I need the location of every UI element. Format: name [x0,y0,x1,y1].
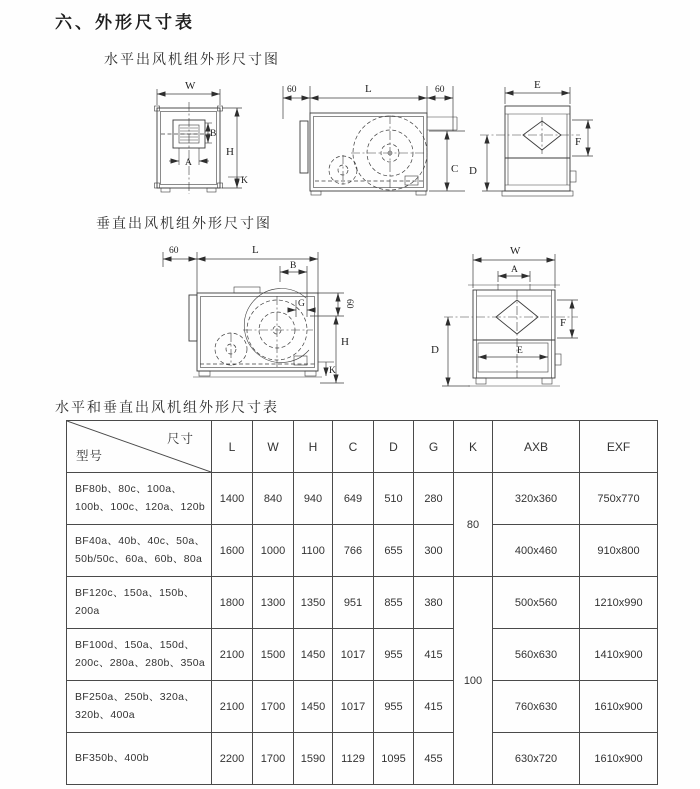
cell-l: 2100 [212,681,253,733]
cell-exf: 750x770 [580,473,658,525]
dim-k-label: K [241,176,248,186]
section-vertical-label: 垂直出风机组外形尺寸图 [96,217,272,232]
dim-l-label: L [365,83,372,95]
dim-a-label: A [511,265,518,275]
table-row [67,629,658,681]
col-header-w: W [253,421,294,473]
cell-d: 855 [374,577,414,629]
cell-l: 2200 [212,733,253,785]
dim-e-label: E [534,79,541,91]
front-view-vertical-drawing [420,238,600,400]
cell-c: 951 [333,577,374,629]
cell-d: 955 [374,681,414,733]
dim-g-label: G [298,299,305,309]
side-view-vertical-drawing [100,240,360,392]
cell-h: 1350 [294,577,333,629]
table-row [67,681,658,733]
cell-c: 1017 [333,629,374,681]
cell-model: BF120c、150a、150b、200a [67,577,212,629]
cell-d: 510 [374,473,414,525]
cell-axb: 760x630 [493,681,580,733]
cell-exf: 1610x900 [580,733,658,785]
cell-c: 1129 [333,733,374,785]
cell-exf: 1410x900 [580,629,658,681]
col-header-k: K [454,421,493,473]
cell-k-group-80: 80 [454,473,493,577]
dim-b-label: B [290,261,297,271]
cell-h: 940 [294,473,333,525]
dim-a-label: A [185,158,192,168]
dim-h-label: H [226,146,234,158]
dim-f-label: F [560,317,567,329]
cell-axb: 630x720 [493,733,580,785]
cell-w: 1700 [253,733,294,785]
cell-c: 649 [333,473,374,525]
dim-d-label: D [469,165,477,177]
cell-w: 1000 [253,525,294,577]
cell-g: 300 [414,525,454,577]
cell-axb: 500x560 [493,577,580,629]
dimension-table [66,420,658,785]
table-row [67,473,658,525]
table-row [67,733,658,785]
col-header-c: C [333,421,374,473]
cell-model: BF350b、400b [67,733,212,785]
cell-h: 1450 [294,681,333,733]
cell-c: 766 [333,525,374,577]
corner-label-model: 型号 [76,449,104,463]
col-header-exf: EXF [580,421,658,473]
cell-l: 1400 [212,473,253,525]
cell-exf: 1610x900 [580,681,658,733]
cell-g: 415 [414,629,454,681]
table-row [67,577,658,629]
section-horizontal-label: 水平出风机组外形尺寸图 [104,53,280,68]
dim-f-label: F [575,136,582,148]
dim-w-label: W [185,80,196,92]
cell-model: BF40a、40b、40c、50a、50b/50c、60a、60b、80a [67,525,212,577]
dim-60-left-label: 60 [287,85,297,95]
table-row [67,525,658,577]
dim-w-label: W [510,245,521,257]
cell-h: 1450 [294,629,333,681]
cell-l: 1800 [212,577,253,629]
col-header-g: G [414,421,454,473]
col-header-axb: AXB [493,421,580,473]
dim-k-label: K [329,366,336,376]
cell-h: 1100 [294,525,333,577]
rear-view-horizontal-drawing [460,73,635,205]
cell-c: 1017 [333,681,374,733]
cell-w: 1500 [253,629,294,681]
cell-g: 415 [414,681,454,733]
page-title: 六、外形尺寸表 [55,13,195,32]
cell-exf: 1210x990 [580,577,658,629]
cell-g: 280 [414,473,454,525]
front-view-horizontal-drawing [130,73,270,205]
dim-e-label: E [517,346,523,356]
table-header-row [67,421,658,473]
dim-60-right-label: 60 [344,299,354,309]
dim-h-label: H [341,336,349,348]
cell-d: 955 [374,629,414,681]
side-view-horizontal-drawing [275,73,475,205]
cell-axb: 320x360 [493,473,580,525]
cell-model: BF250a、250b、320a、320b、400a [67,681,212,733]
col-header-l: L [212,421,253,473]
dim-60-right-label: 60 [435,85,445,95]
cell-model: BF100d、150a、150d、200c、280a、280b、350a [67,629,212,681]
cell-l: 2100 [212,629,253,681]
table-title: 水平和垂直出风机组外形尺寸表 [55,401,279,416]
cell-k-group-100: 100 [454,577,493,785]
cell-g: 455 [414,733,454,785]
cell-w: 1300 [253,577,294,629]
corner-label-size: 尺寸 [166,432,194,446]
table-corner-cell [67,421,212,473]
cell-model: BF80b、80c、100a、100b、100c、120a、120b [67,473,212,525]
cell-d: 655 [374,525,414,577]
dim-60-left-label: 60 [169,246,179,256]
cell-exf: 910x800 [580,525,658,577]
cell-d: 1095 [374,733,414,785]
cell-g: 380 [414,577,454,629]
cell-w: 1700 [253,681,294,733]
cell-axb: 400x460 [493,525,580,577]
cell-w: 840 [253,473,294,525]
col-header-d: D [374,421,414,473]
cell-l: 1600 [212,525,253,577]
col-header-h: H [294,421,333,473]
cell-axb: 560x630 [493,629,580,681]
dim-c-label: C [451,163,459,175]
dim-d-label: D [431,344,439,356]
dim-l-label: L [252,244,259,256]
cell-h: 1590 [294,733,333,785]
dim-b-label: B [210,129,217,139]
